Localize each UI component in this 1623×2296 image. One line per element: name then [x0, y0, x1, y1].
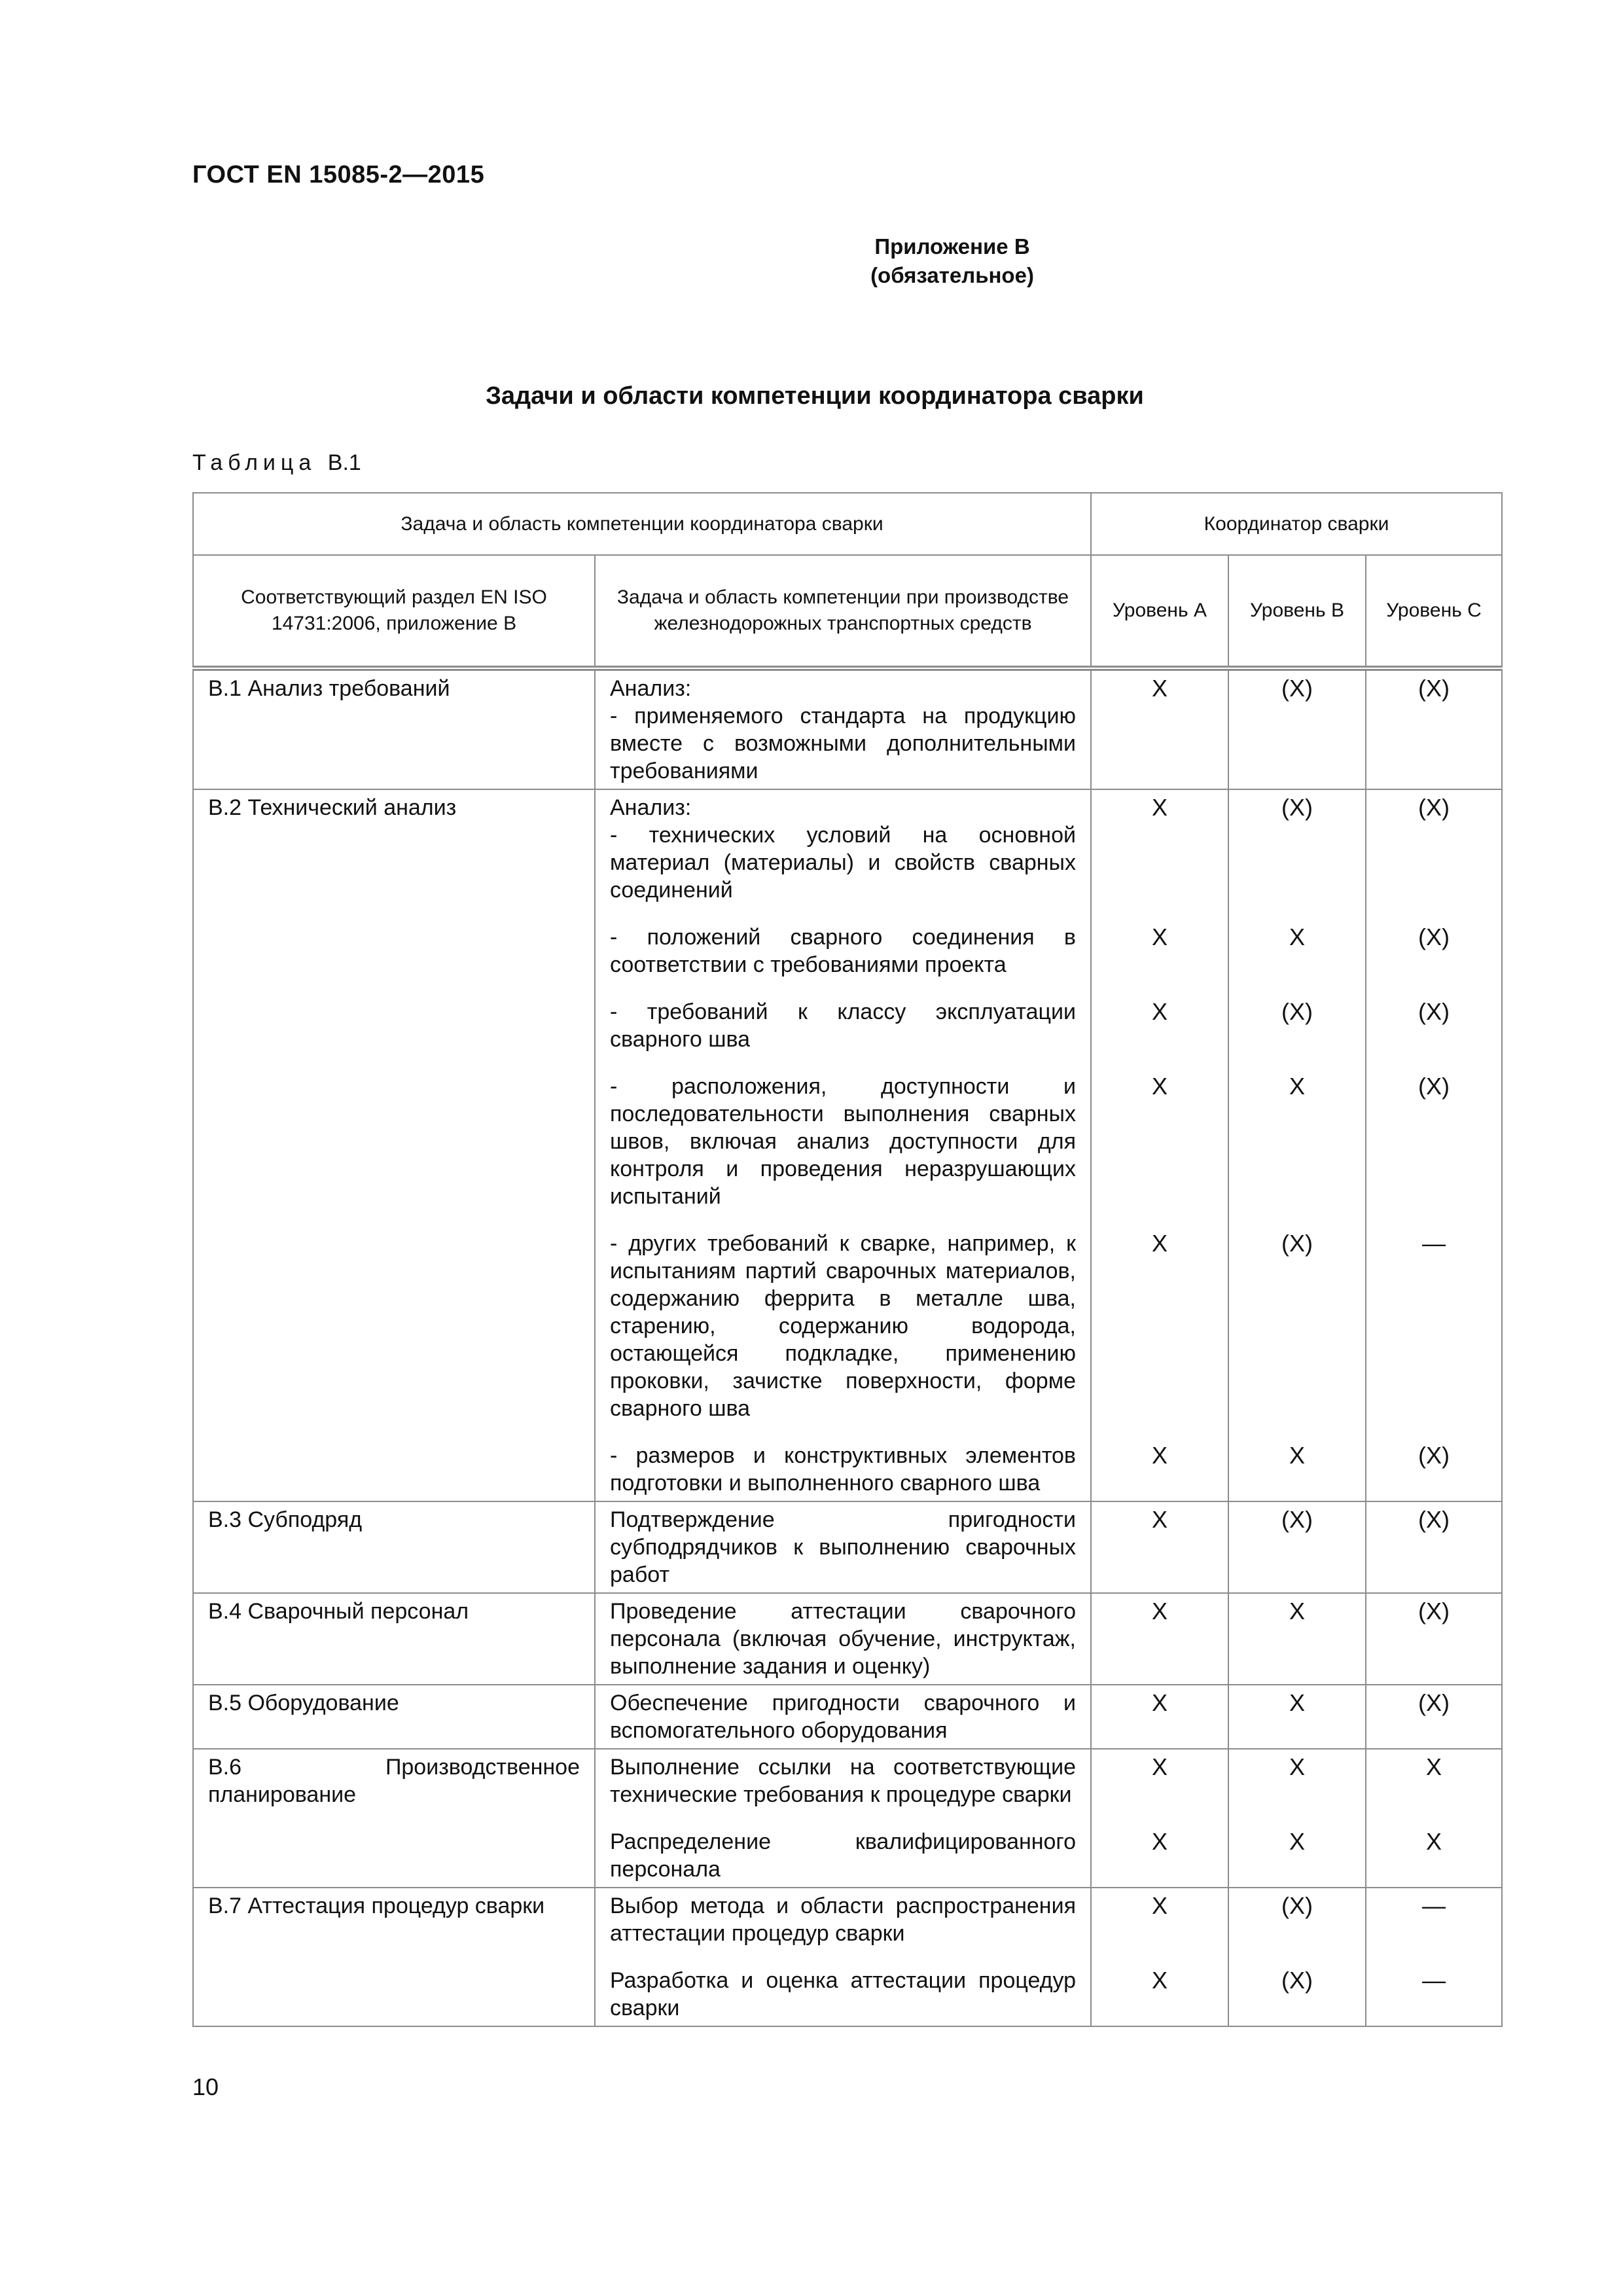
- level-b-mark: X: [1229, 1594, 1366, 1684]
- level-b-mark: X: [1229, 1824, 1366, 1887]
- level-b-mark: (X): [1229, 671, 1366, 789]
- task-items: [595, 789, 1502, 1501]
- task-description: [596, 1888, 1092, 1963]
- table-row: [193, 668, 1502, 789]
- task-item: [596, 1749, 1501, 1824]
- task-items: [595, 1888, 1502, 2026]
- task-item: [596, 1685, 1501, 1748]
- level-a-mark: X: [1092, 1438, 1229, 1501]
- task-item: [596, 1069, 1501, 1226]
- level-a-mark: X: [1092, 1502, 1229, 1592]
- level-c-mark: X: [1426, 1828, 1442, 1855]
- header-level-b: Уровень В: [1228, 555, 1366, 668]
- level-c-mark: (X): [1418, 1689, 1450, 1716]
- level-b-mark: (X): [1229, 1226, 1366, 1438]
- table-row: [193, 1685, 1502, 1749]
- table-row: [193, 1593, 1502, 1685]
- task-description: [596, 1685, 1092, 1748]
- task-item: [596, 994, 1501, 1069]
- task-lead: Анализ:: [610, 795, 692, 820]
- level-c-mark: (X): [1418, 1442, 1450, 1469]
- item-spacer: [610, 904, 1076, 916]
- task-item: [596, 1888, 1501, 1963]
- level-a-mark: X: [1092, 1685, 1229, 1748]
- section-reference: В.2 Технический анализ: [193, 789, 595, 1501]
- task-item: [596, 1594, 1501, 1684]
- task-items: [595, 1749, 1502, 1888]
- task-description: [596, 1226, 1092, 1438]
- table-row: [193, 1749, 1502, 1888]
- annex-heading: [0, 232, 1623, 290]
- level-b-mark: (X): [1229, 1888, 1366, 1963]
- task-description: [596, 1502, 1092, 1592]
- level-b-mark: (X): [1229, 1963, 1366, 2026]
- task-text: Разработка и оценка аттестации процедур сварки: [610, 1968, 1076, 2020]
- level-a-mark: X: [1092, 1888, 1229, 1963]
- table-body: [193, 668, 1502, 2026]
- task-items: [595, 1593, 1502, 1685]
- level-c-mark: (X): [1418, 675, 1450, 702]
- task-description: [596, 1963, 1092, 2026]
- page-number: 10: [192, 2073, 219, 2100]
- task-lead: Анализ:: [610, 676, 692, 701]
- competence-table: [192, 492, 1503, 2027]
- level-a-mark: X: [1092, 1963, 1229, 2026]
- task-items: [595, 1685, 1502, 1749]
- task-item: [596, 1502, 1501, 1592]
- table-row: [193, 789, 1502, 1501]
- level-a-mark: X: [1092, 790, 1229, 920]
- level-a-mark: X: [1092, 1226, 1229, 1438]
- task-item: [596, 1963, 1501, 2026]
- level-c-mark: (X): [1418, 924, 1450, 950]
- level-c-mark: —: [1422, 1892, 1446, 1919]
- item-spacer: [610, 1422, 1076, 1434]
- level-a-mark: X: [1092, 671, 1229, 789]
- level-a-mark: X: [1092, 1594, 1229, 1684]
- header-task-area: Задача и область компетенции координатора сварки: [193, 493, 1091, 555]
- level-b-mark: X: [1229, 1685, 1366, 1748]
- level-b-mark: X: [1229, 1438, 1366, 1501]
- section-reference: В.3 Субподряд: [193, 1501, 595, 1593]
- task-item: [596, 1438, 1501, 1501]
- level-a-mark: X: [1092, 994, 1229, 1069]
- level-a-mark: X: [1092, 920, 1229, 994]
- level-c-mark: —: [1422, 1967, 1446, 1994]
- table-caption-number: В.1: [327, 450, 361, 475]
- section-reference: В.1 Анализ требований: [193, 668, 595, 789]
- level-c-mark: —: [1422, 1230, 1446, 1257]
- section-reference: В.5 Оборудование: [193, 1685, 595, 1749]
- header-railway-task: Задача и область компетенции при производстве железнодорожных транспортных средств: [595, 555, 1091, 668]
- task-item: [596, 1226, 1501, 1438]
- task-description: [596, 790, 1092, 920]
- header-level-c: Уровень С: [1366, 555, 1502, 668]
- section-reference: В.4 Сварочный персонал: [193, 1593, 595, 1685]
- task-text: - применяемого стандарта на продукцию вместе с возможными дополнительными требованиями: [610, 704, 1076, 783]
- task-description: [596, 1594, 1092, 1684]
- level-c-mark: (X): [1418, 1506, 1450, 1533]
- level-c-mark: (X): [1418, 1073, 1450, 1100]
- task-text: Подтверждение пригодности субподрядчиков к выполнению сварочных работ: [610, 1507, 1076, 1587]
- section-reference: В.6 Производственное планирование: [193, 1749, 595, 1888]
- level-b-mark: (X): [1229, 1502, 1366, 1592]
- task-item: [596, 790, 1501, 920]
- task-text: Проведение аттестации сварочного персонала (включая обучение, инструктаж, выполнение задания и оценку): [610, 1599, 1076, 1679]
- item-spacer: [610, 1808, 1076, 1820]
- document-code: ГОСТ EN 15085-2—2015: [192, 161, 485, 188]
- level-a-mark: X: [1092, 1749, 1229, 1824]
- task-description: [596, 1438, 1092, 1501]
- task-text: - требований к классу эксплуатации сварного шва: [610, 999, 1076, 1052]
- task-description: [596, 1749, 1092, 1824]
- task-description: [596, 920, 1092, 994]
- table-caption-word: Таблица: [192, 450, 317, 475]
- table-row: [193, 1888, 1502, 2026]
- table-caption: [192, 450, 361, 476]
- task-text: Выбор метода и области распространения аттестации процедур сварки: [610, 1893, 1076, 1946]
- task-text: Распределение квалифицированного персонала: [610, 1829, 1076, 1882]
- annex-status: (обязательное): [870, 263, 1034, 287]
- task-text: - расположения, доступности и последовательности выполнения сварных швов, включая анализ доступности для контроля и проведения неразрушающих испытаний: [610, 1074, 1076, 1209]
- task-description: [596, 1824, 1092, 1887]
- section-reference: В.7 Аттестация процедур сварки: [193, 1888, 595, 2026]
- header-reference-section: Соответствующий раздел EN ISO 14731:2006, приложение В: [193, 555, 595, 668]
- item-spacer: [610, 1053, 1076, 1065]
- table-row: [193, 1501, 1502, 1593]
- task-description: [596, 1069, 1092, 1226]
- level-a-mark: X: [1092, 1069, 1229, 1226]
- level-c-mark: (X): [1418, 1598, 1450, 1624]
- task-text: - размеров и конструктивных элементов подготовки и выполненного сварного шва: [610, 1443, 1076, 1496]
- task-text: Выполнение ссылки на соответствующие технические требования к процедуре сварки: [610, 1755, 1076, 1807]
- task-item: [596, 1824, 1501, 1887]
- task-text: - технических условий на основной материал (материалы) и свойств сварных соединений: [610, 823, 1076, 903]
- level-b-mark: X: [1229, 1749, 1366, 1824]
- task-item: [596, 920, 1501, 994]
- task-description: [596, 671, 1092, 789]
- level-c-mark: (X): [1418, 998, 1450, 1025]
- level-b-mark: X: [1229, 1069, 1366, 1226]
- header-level-a: Уровень А: [1091, 555, 1228, 668]
- annex-title: Приложение В: [874, 234, 1030, 259]
- level-b-mark: (X): [1229, 994, 1366, 1069]
- level-b-mark: X: [1229, 920, 1366, 994]
- level-b-mark: (X): [1229, 790, 1366, 920]
- level-a-mark: X: [1092, 1824, 1229, 1887]
- task-description: [596, 994, 1092, 1069]
- level-c-mark: X: [1426, 1753, 1442, 1780]
- item-spacer: [610, 1947, 1076, 1959]
- task-text: - положений сварного соединения в соответствии с требованиями проекта: [610, 925, 1076, 977]
- item-spacer: [610, 1210, 1076, 1222]
- task-text: - других требований к сварке, например, к испытаниям партий сварочных материалов, содержанию феррита в металле шва, старению, содержанию водорода, остающейся подкладке, применению проковки, зачистке поверхности, форме сварного шва: [610, 1231, 1076, 1421]
- section-title: Задачи и области компетенции координатора сварки: [486, 382, 1144, 410]
- header-welding-coordinator: Координатор сварки: [1091, 493, 1502, 555]
- task-text: Обеспечение пригодности сварочного и вспомогательного оборудования: [610, 1691, 1076, 1743]
- task-item: [596, 671, 1501, 789]
- item-spacer: [610, 978, 1076, 990]
- task-items: [595, 1501, 1502, 1593]
- level-c-mark: (X): [1418, 794, 1450, 821]
- task-items: [595, 668, 1502, 789]
